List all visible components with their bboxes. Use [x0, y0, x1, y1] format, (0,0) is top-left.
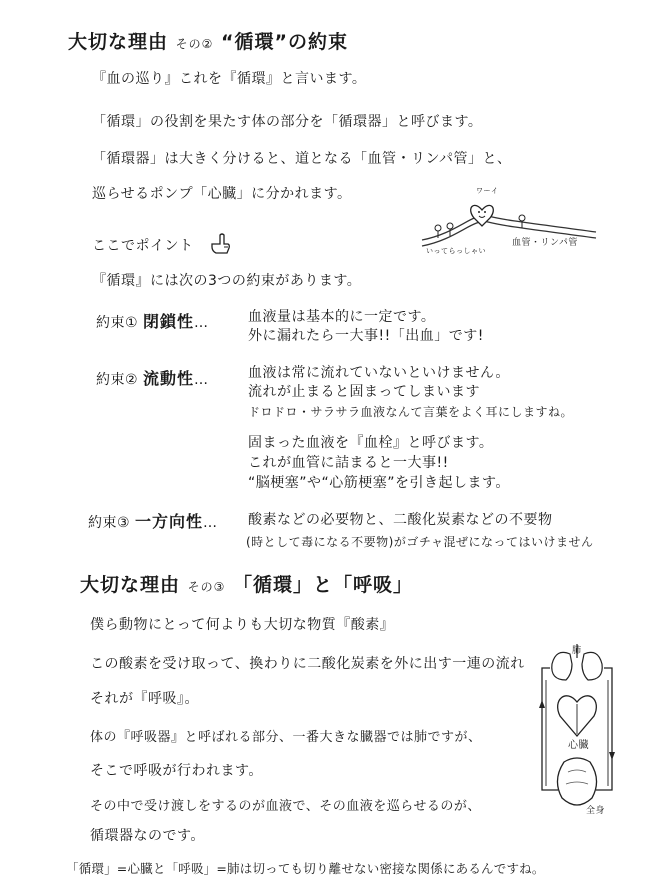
promise-1-line-1: 血液量は基本的に一定です。: [248, 309, 436, 325]
section2-heading-theme: “循環”の約束: [221, 31, 349, 53]
section3-line-1: 僕ら動物にとって何よりも大切な物質『酸素』: [90, 617, 395, 633]
section3-line-3: それが『呼吸』。: [90, 691, 199, 707]
section3-line-4: 体の『呼吸器』と呼ばれる部分、一番大きな臓器では肺ですが、: [90, 730, 482, 745]
promise-2-line-1: 血液は常に流れていないといけません。: [248, 365, 510, 381]
circulation-diagram: [536, 640, 618, 825]
promise-3-label: 約束③ 一方向性…: [88, 512, 218, 531]
promise-2-name: 流動性: [143, 369, 195, 388]
promise-2-line-4: 固まった血液を『血栓』と呼びます。: [248, 435, 494, 451]
section3-line-7: 循環器なのです。: [90, 828, 205, 844]
section2-line-4: 巡らせるポンプ「心臓」に分かれます。: [92, 186, 352, 202]
section3-line-8: 「循環」=心臓と「呼吸」=肺は切っても切り離せない密接な関係にあるんですね。: [66, 861, 545, 876]
section2-heading: [68, 30, 348, 56]
promise-2-line-3: ドロドロ・サラサラ血液なんて言葉をよく耳にしますね。: [248, 405, 574, 419]
promise-2-number: 約束②: [96, 372, 139, 388]
section3-line-6: その中で受け渡しをするのが血液で、その血液を巡らせるのが、: [90, 799, 481, 814]
section2-line-3: 「循環器」は大きく分けると、道となる「血管・リンパ管」と、: [92, 151, 512, 167]
promise-2-line-5: これが血管に詰まると一大事!!: [248, 455, 449, 471]
promise-2-label: 約束② 流動性…: [96, 369, 209, 388]
section3-line-5: そこで呼吸が行われます。: [90, 763, 263, 779]
walker-speech: いってらっしゃい: [426, 247, 486, 255]
promise-3-line-1: 酸素などの必要物と、二酸化炭素などの不要物: [248, 512, 553, 528]
promise-3-line-2: (時として毒になる不要物)がゴチャ混ぜになってはいけません: [246, 535, 594, 549]
point-intro: [92, 237, 194, 255]
promise-3-name: 一方向性: [135, 512, 204, 531]
section2-heading-sub: その②: [175, 37, 214, 51]
section3-heading-main: 大切な理由: [80, 574, 181, 596]
promise-1-name: 閉鎖性: [143, 312, 195, 331]
promise-2-line-6: “脳梗塞”や“心筋梗塞”を引き起します。: [248, 475, 510, 491]
body-icon: [557, 758, 596, 805]
section3-heading: [80, 573, 413, 599]
section2-heading-main: 大切な理由: [68, 31, 169, 53]
pointing-hand-icon: [208, 232, 232, 256]
section2-line-2: 「循環」の役割を果たす体の部分を「循環器」と呼びます。: [92, 114, 483, 130]
diagram-heart-label: 心臓: [568, 740, 589, 751]
diagram-body-label: 全身: [586, 806, 606, 816]
promise-1-line-2: 外に漏れたら一大事!!「出血」です!: [248, 328, 484, 344]
section2-line-1: 『血の巡り』これを『循環』と言います。: [92, 71, 367, 87]
section3-heading-theme: 「循環」と「呼吸」: [233, 574, 414, 596]
section3-line-2: この酸素を受け取って、換わりに二酸化炭素を外に出す一連の流れ: [90, 656, 525, 672]
diagram-lungs-label: 肺: [572, 646, 582, 656]
promise-2-line-2: 流れが止まると固まってしまいます: [248, 384, 480, 400]
point-intro-text: ここでポイント: [92, 238, 194, 254]
promise-intro: 『循環』には次の3つの約束があります。: [92, 273, 362, 289]
heart-speech: ワーイ: [476, 187, 499, 195]
promise-3-number: 約束③: [88, 515, 131, 531]
vessel-path-label: 血管・リンパ管: [512, 238, 578, 248]
promise-1-label: 約束① 閉鎖性…: [96, 312, 209, 331]
promise-1-number: 約束①: [96, 315, 139, 331]
section3-heading-sub: その③: [187, 580, 226, 594]
